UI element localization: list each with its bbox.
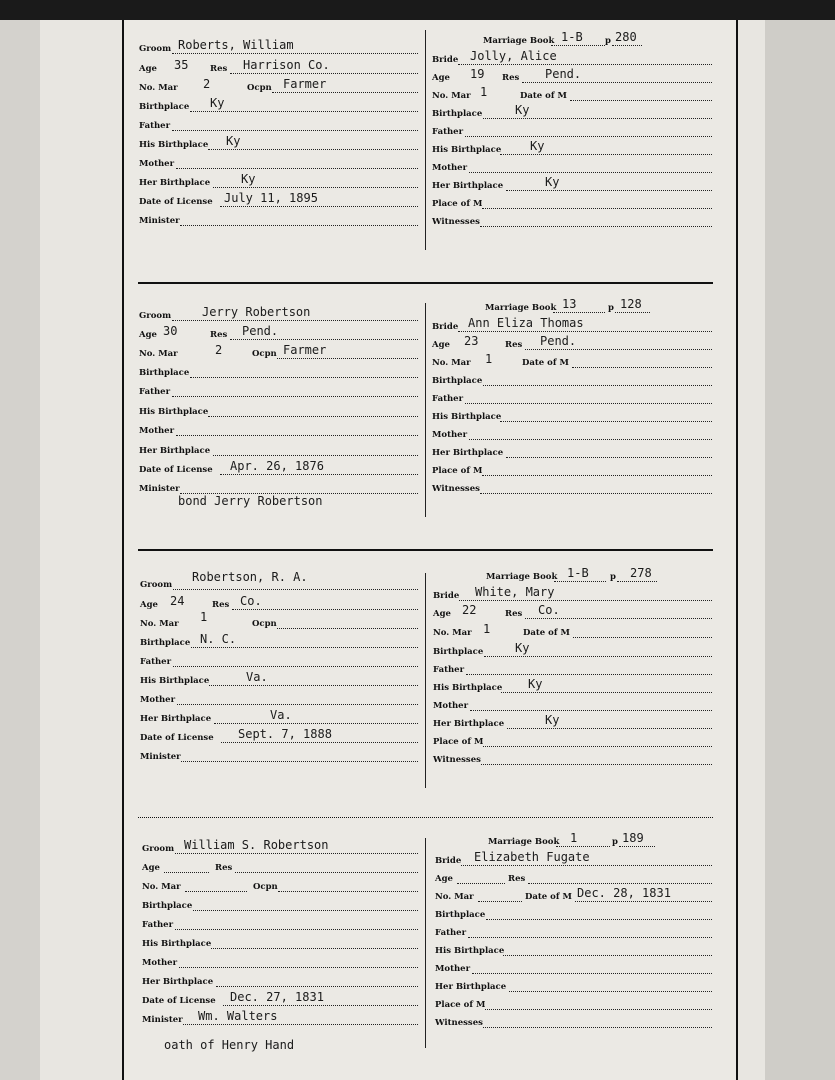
date-of-m-label: Date of M bbox=[525, 892, 572, 902]
groom-label: Groom bbox=[139, 44, 172, 54]
no-mar-label: No. Mar bbox=[432, 91, 471, 101]
groom-age: 30 bbox=[163, 324, 178, 338]
res-label: Res bbox=[215, 863, 233, 873]
bride-name: White, Mary bbox=[475, 585, 555, 599]
date-of-license-label: Date of License bbox=[140, 733, 214, 743]
column-divider bbox=[425, 573, 426, 788]
field-line bbox=[468, 937, 712, 938]
res-label: Res bbox=[505, 609, 523, 619]
field-line bbox=[230, 339, 418, 340]
field-line bbox=[506, 190, 712, 191]
field-line bbox=[457, 883, 505, 884]
groom-no-mar: 2 bbox=[215, 343, 223, 357]
groom-age: 24 bbox=[170, 594, 185, 608]
field-line bbox=[232, 609, 418, 610]
field-line bbox=[465, 403, 712, 404]
field-line bbox=[172, 130, 418, 131]
mother-label: Mother bbox=[432, 430, 468, 440]
groom-name: Robertson, R. A. bbox=[192, 570, 308, 584]
witnesses-label: Witnesses bbox=[432, 484, 480, 494]
record-divider bbox=[138, 282, 713, 284]
field-line bbox=[482, 475, 712, 476]
groom-label: Groom bbox=[142, 844, 175, 854]
field-line bbox=[617, 581, 657, 582]
father-label: Father bbox=[432, 127, 464, 137]
field-line bbox=[220, 206, 418, 207]
field-line bbox=[465, 136, 712, 137]
field-line bbox=[458, 64, 712, 65]
field-line bbox=[509, 991, 712, 992]
field-line bbox=[483, 1027, 712, 1028]
res-label: Res bbox=[508, 874, 526, 884]
field-line bbox=[486, 919, 712, 920]
bride-label: Bride bbox=[432, 55, 459, 65]
bride-res: Pend. bbox=[540, 334, 577, 348]
field-line bbox=[551, 45, 605, 46]
marriage-book-number: 13 bbox=[562, 297, 577, 311]
groom-his-birthplace: Ky bbox=[226, 134, 241, 148]
scan-margin-right bbox=[765, 20, 835, 1080]
his-birthplace-label: His Birthplace bbox=[432, 412, 502, 422]
place-of-m-label: Place of M bbox=[435, 1000, 486, 1010]
date-of-license: Sept. 7, 1888 bbox=[238, 727, 332, 741]
bride-age: 22 bbox=[462, 603, 477, 617]
record-divider bbox=[138, 549, 713, 551]
groom-no-mar: 1 bbox=[200, 610, 208, 624]
groom-her-birthplace: Ky bbox=[241, 172, 256, 186]
field-line bbox=[573, 637, 712, 638]
bride-age: 23 bbox=[464, 334, 479, 348]
birthplace-label: Birthplace bbox=[435, 910, 486, 920]
marriage-book-label: Marriage Book bbox=[483, 36, 555, 46]
mother-label: Mother bbox=[433, 701, 469, 711]
bride-her-birthplace: Ky bbox=[545, 713, 560, 727]
his-birthplace-label: His Birthplace bbox=[139, 140, 209, 150]
field-line bbox=[176, 435, 418, 436]
bride-res: Pend. bbox=[545, 67, 582, 81]
date-of-marriage: Dec. 28, 1831 bbox=[577, 886, 671, 900]
field-line bbox=[214, 723, 418, 724]
birthplace-label: Birthplace bbox=[432, 109, 483, 119]
field-line bbox=[506, 457, 712, 458]
field-line bbox=[172, 53, 418, 54]
scan-margin-left bbox=[0, 20, 40, 1080]
father-label: Father bbox=[435, 928, 467, 938]
field-line bbox=[177, 704, 418, 705]
witnesses-label: Witnesses bbox=[432, 217, 480, 227]
date-of-m-label: Date of M bbox=[523, 628, 570, 638]
field-line bbox=[470, 710, 712, 711]
mother-label: Mother bbox=[432, 163, 468, 173]
ocpn-label: Ocpn bbox=[252, 619, 277, 629]
his-birthplace-label: His Birthplace bbox=[432, 145, 502, 155]
bride-name: Ann Eliza Thomas bbox=[468, 316, 584, 330]
field-line bbox=[469, 439, 712, 440]
groom-birthplace: N. C. bbox=[200, 632, 237, 646]
field-line bbox=[213, 455, 418, 456]
bride-no-mar: 1 bbox=[483, 622, 491, 636]
field-line bbox=[193, 910, 418, 911]
bride-res: Co. bbox=[538, 603, 560, 617]
father-label: Father bbox=[139, 387, 171, 397]
minister-label: Minister bbox=[142, 1015, 183, 1025]
mother-label: Mother bbox=[435, 964, 471, 974]
groom-res: Co. bbox=[240, 594, 262, 608]
date-of-license: Apr. 26, 1876 bbox=[230, 459, 324, 473]
bride-label: Bride bbox=[435, 856, 462, 866]
field-line bbox=[469, 172, 712, 173]
field-line bbox=[223, 1005, 418, 1006]
field-line bbox=[190, 111, 418, 112]
ocpn-label: Ocpn bbox=[252, 349, 277, 359]
res-label: Res bbox=[212, 600, 230, 610]
field-line bbox=[480, 493, 712, 494]
date-of-m-label: Date of M bbox=[522, 358, 569, 368]
field-line bbox=[484, 656, 712, 657]
marriage-book-number: 1-B bbox=[567, 566, 589, 580]
groom-her-birthplace: Va. bbox=[270, 708, 292, 722]
field-line bbox=[173, 666, 418, 667]
groom-name: William S. Robertson bbox=[184, 838, 329, 852]
field-line bbox=[481, 764, 712, 765]
field-line bbox=[459, 600, 712, 601]
no-mar-label: No. Mar bbox=[140, 619, 179, 629]
field-line bbox=[612, 45, 642, 46]
field-line bbox=[179, 967, 418, 968]
field-line bbox=[472, 973, 712, 974]
field-line bbox=[211, 948, 418, 949]
her-birthplace-label: Her Birthplace bbox=[435, 982, 507, 992]
field-line bbox=[483, 118, 712, 119]
column-divider bbox=[425, 838, 426, 1048]
field-line bbox=[209, 685, 418, 686]
page-label: p bbox=[605, 36, 611, 46]
bride-his-birthplace: Ky bbox=[530, 139, 545, 153]
age-label: Age bbox=[435, 874, 453, 884]
field-line bbox=[216, 986, 418, 987]
field-line bbox=[556, 846, 610, 847]
her-birthplace-label: Her Birthplace bbox=[140, 714, 212, 724]
marriage-book-number: 1-B bbox=[561, 30, 583, 44]
field-line bbox=[235, 872, 418, 873]
field-line bbox=[483, 746, 712, 747]
field-line bbox=[220, 474, 418, 475]
age-label: Age bbox=[139, 64, 157, 74]
no-mar-label: No. Mar bbox=[139, 83, 178, 93]
date-of-m-label: Date of M bbox=[520, 91, 567, 101]
no-mar-label: No. Mar bbox=[139, 349, 178, 359]
field-line bbox=[183, 1024, 418, 1025]
bride-birthplace: Ky bbox=[515, 103, 530, 117]
minister-name: Wm. Walters bbox=[198, 1009, 278, 1023]
minister-label: Minister bbox=[139, 216, 180, 226]
field-line bbox=[208, 416, 418, 417]
groom-res: Harrison Co. bbox=[243, 58, 330, 72]
age-label: Age bbox=[432, 73, 450, 83]
field-line bbox=[619, 846, 655, 847]
page-label: p bbox=[608, 303, 614, 313]
marriage-book-label: Marriage Book bbox=[485, 303, 557, 313]
field-line bbox=[461, 865, 712, 866]
his-birthplace-label: His Birthplace bbox=[140, 676, 210, 686]
page-label: p bbox=[612, 837, 618, 847]
field-line bbox=[575, 901, 712, 902]
field-line bbox=[181, 761, 418, 762]
witnesses-label: Witnesses bbox=[433, 755, 481, 765]
marriage-book-page: 128 bbox=[620, 297, 642, 311]
field-line bbox=[615, 312, 650, 313]
field-line bbox=[213, 187, 418, 188]
field-line bbox=[164, 872, 209, 873]
minister-label: Minister bbox=[139, 484, 180, 494]
bride-no-mar: 1 bbox=[480, 85, 488, 99]
field-line bbox=[175, 853, 418, 854]
field-line bbox=[172, 320, 418, 321]
field-line bbox=[528, 883, 712, 884]
marriage-book-page: 278 bbox=[630, 566, 652, 580]
date-of-license-label: Date of License bbox=[139, 465, 213, 475]
field-line bbox=[554, 581, 606, 582]
his-birthplace-label: His Birthplace bbox=[142, 939, 212, 949]
groom-ocpn: Farmer bbox=[283, 77, 327, 91]
field-line bbox=[503, 955, 712, 956]
minister-label: Minister bbox=[140, 752, 181, 762]
place-of-m-label: Place of M bbox=[433, 737, 484, 747]
mother-label: Mother bbox=[139, 159, 175, 169]
bride-age: 19 bbox=[470, 67, 485, 81]
place-of-m-label: Place of M bbox=[432, 199, 483, 209]
age-label: Age bbox=[433, 609, 451, 619]
witnesses-label: Witnesses bbox=[435, 1018, 483, 1028]
father-label: Father bbox=[432, 394, 464, 404]
her-birthplace-label: Her Birthplace bbox=[139, 178, 211, 188]
field-line bbox=[208, 149, 418, 150]
field-line bbox=[185, 891, 247, 892]
bride-birthplace: Ky bbox=[515, 641, 530, 655]
field-line bbox=[278, 891, 418, 892]
bride-no-mar: 1 bbox=[485, 352, 493, 366]
father-label: Father bbox=[140, 657, 172, 667]
ocpn-label: Ocpn bbox=[253, 882, 278, 892]
groom-name: Jerry Robertson bbox=[202, 305, 311, 319]
no-mar-label: No. Mar bbox=[432, 358, 471, 368]
groom-label: Groom bbox=[139, 311, 172, 321]
her-birthplace-label: Her Birthplace bbox=[432, 181, 504, 191]
marriage-book-page: 189 bbox=[622, 831, 644, 845]
his-birthplace-label: His Birthplace bbox=[433, 683, 503, 693]
her-birthplace-label: Her Birthplace bbox=[139, 446, 211, 456]
mother-label: Mother bbox=[140, 695, 176, 705]
age-label: Age bbox=[140, 600, 158, 610]
place-of-m-label: Place of M bbox=[432, 466, 483, 476]
groom-res: Pend. bbox=[242, 324, 279, 338]
mother-label: Mother bbox=[139, 426, 175, 436]
field-line bbox=[176, 168, 418, 169]
birthplace-label: Birthplace bbox=[140, 638, 191, 648]
age-label: Age bbox=[142, 863, 160, 873]
field-line bbox=[173, 589, 418, 590]
groom-birthplace: Ky bbox=[210, 96, 225, 110]
res-label: Res bbox=[505, 340, 523, 350]
her-birthplace-label: Her Birthplace bbox=[142, 977, 214, 987]
his-birthplace-label: His Birthplace bbox=[139, 407, 209, 417]
groom-age: 35 bbox=[174, 58, 189, 72]
bride-label: Bride bbox=[433, 591, 460, 601]
field-line bbox=[191, 647, 418, 648]
field-line bbox=[525, 618, 712, 619]
birthplace-label: Birthplace bbox=[432, 376, 483, 386]
no-mar-label: No. Mar bbox=[435, 892, 474, 902]
field-line bbox=[500, 154, 712, 155]
scanned-page bbox=[0, 20, 835, 1080]
field-line bbox=[277, 358, 418, 359]
record-note: bond Jerry Robertson bbox=[178, 494, 323, 508]
field-line bbox=[221, 742, 418, 743]
field-line bbox=[553, 312, 605, 313]
res-label: Res bbox=[210, 330, 228, 340]
field-line bbox=[480, 226, 712, 227]
record-note: oath of Henry Hand bbox=[164, 1038, 295, 1052]
column-divider bbox=[425, 303, 426, 517]
age-label: Age bbox=[139, 330, 157, 340]
his-birthplace-label: His Birthplace bbox=[435, 946, 505, 956]
marriage-book-label: Marriage Book bbox=[488, 837, 560, 847]
field-line bbox=[172, 396, 418, 397]
field-line bbox=[570, 100, 712, 101]
marriage-book-page: 280 bbox=[615, 30, 637, 44]
column-divider bbox=[425, 30, 426, 250]
field-line bbox=[175, 929, 418, 930]
birthplace-label: Birthplace bbox=[142, 901, 193, 911]
page-label: p bbox=[610, 572, 616, 582]
field-line bbox=[272, 92, 418, 93]
field-line bbox=[458, 331, 712, 332]
field-line bbox=[507, 728, 712, 729]
groom-his-birthplace: Va. bbox=[246, 670, 268, 684]
age-label: Age bbox=[432, 340, 450, 350]
field-line bbox=[277, 628, 418, 629]
bride-label: Bride bbox=[432, 322, 459, 332]
marriage-book-number: 1 bbox=[570, 831, 578, 845]
no-mar-label: No. Mar bbox=[433, 628, 472, 638]
ocpn-label: Ocpn bbox=[247, 83, 272, 93]
marriage-book-label: Marriage Book bbox=[486, 572, 558, 582]
field-line bbox=[572, 367, 712, 368]
date-of-license: Dec. 27, 1831 bbox=[230, 990, 324, 1004]
bride-his-birthplace: Ky bbox=[528, 677, 543, 691]
no-mar-label: No. Mar bbox=[142, 882, 181, 892]
bride-name: Elizabeth Fugate bbox=[474, 850, 590, 864]
field-line bbox=[466, 674, 712, 675]
field-line bbox=[501, 692, 712, 693]
father-label: Father bbox=[142, 920, 174, 930]
father-label: Father bbox=[139, 121, 171, 131]
groom-name: Roberts, William bbox=[178, 38, 294, 52]
birthplace-label: Birthplace bbox=[139, 102, 190, 112]
birthplace-label: Birthplace bbox=[433, 647, 484, 657]
groom-no-mar: 2 bbox=[203, 77, 211, 91]
record-divider bbox=[138, 817, 713, 818]
birthplace-label: Birthplace bbox=[139, 368, 190, 378]
mother-label: Mother bbox=[142, 958, 178, 968]
field-line bbox=[525, 349, 712, 350]
field-line bbox=[190, 377, 418, 378]
res-label: Res bbox=[502, 73, 520, 83]
field-line bbox=[500, 421, 712, 422]
field-line bbox=[230, 73, 418, 74]
res-label: Res bbox=[210, 64, 228, 74]
date-of-license-label: Date of License bbox=[142, 996, 216, 1006]
field-line bbox=[483, 385, 712, 386]
field-line bbox=[522, 82, 712, 83]
field-line bbox=[482, 208, 712, 209]
father-label: Father bbox=[433, 665, 465, 675]
her-birthplace-label: Her Birthplace bbox=[432, 448, 504, 458]
date-of-license: July 11, 1895 bbox=[224, 191, 318, 205]
date-of-license-label: Date of License bbox=[139, 197, 213, 207]
her-birthplace-label: Her Birthplace bbox=[433, 719, 505, 729]
field-line bbox=[485, 1009, 712, 1010]
groom-ocpn: Farmer bbox=[283, 343, 327, 357]
field-line bbox=[478, 901, 522, 902]
field-line bbox=[180, 225, 418, 226]
bride-her-birthplace: Ky bbox=[545, 175, 560, 189]
bride-name: Jolly, Alice bbox=[470, 49, 557, 63]
groom-label: Groom bbox=[140, 580, 173, 590]
